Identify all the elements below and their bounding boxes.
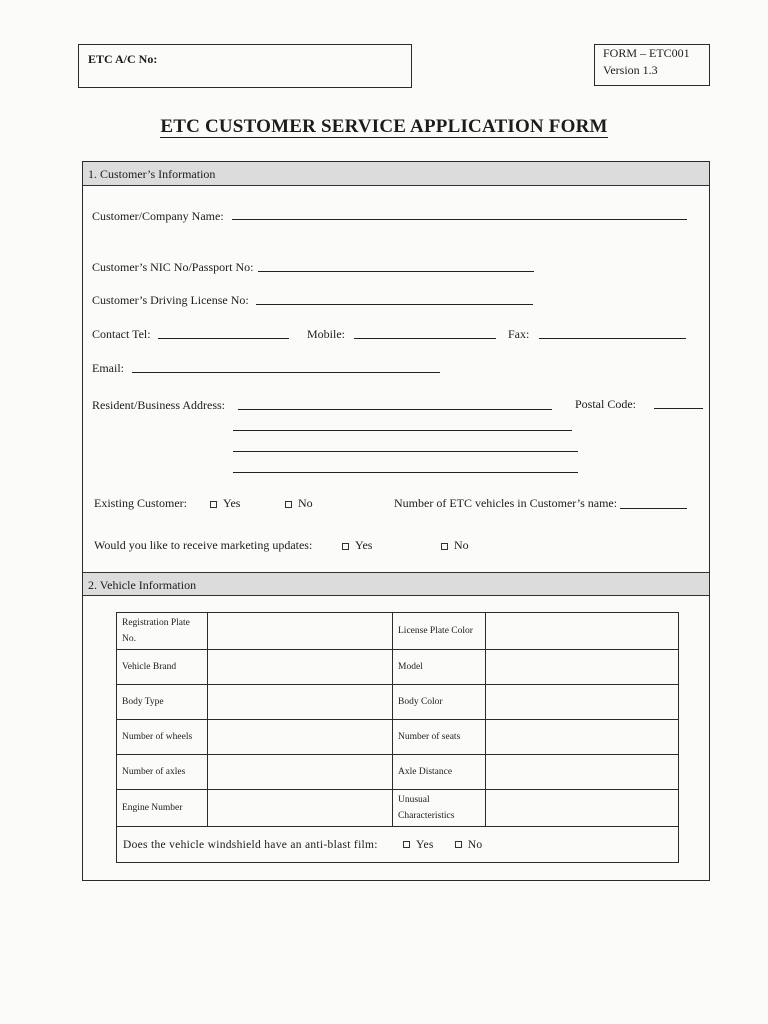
table-label: Model [393, 650, 486, 685]
license-plate-color-field[interactable] [486, 613, 679, 650]
existing-customer-label: Existing Customer: [94, 496, 187, 510]
checkbox-icon[interactable] [403, 841, 410, 848]
wheels-field[interactable] [208, 720, 393, 755]
engine-number-field[interactable] [208, 790, 393, 827]
table-label: Number of axles [117, 755, 208, 790]
table-label: Vehicle Brand [117, 650, 208, 685]
marketing-no-label: No [454, 538, 469, 552]
form-title-wrap [0, 116, 768, 138]
fax-label: Fax: [508, 327, 530, 341]
windshield-no-option[interactable] [455, 837, 483, 853]
table-row [117, 685, 679, 720]
nic-label: Customer’s NIC No/Passport No: [92, 260, 254, 274]
seats-field[interactable] [486, 720, 679, 755]
customer-info-heading: 1. Customer’s Information [83, 162, 709, 186]
vehicles-count-label: Number of ETC vehicles in Customer’s name: [394, 496, 618, 510]
postal-code-field[interactable] [654, 408, 703, 409]
address-field-line-2[interactable] [233, 430, 572, 431]
table-label: Number of seats [393, 720, 486, 755]
account-number-label: ETC A/C No: [88, 52, 158, 66]
account-number-box [78, 44, 412, 88]
form-title: ETC CUSTOMER SERVICE APPLICATION FORM [160, 116, 608, 137]
vehicle-info-table [116, 612, 679, 863]
postal-code-label: Postal Code: [575, 397, 637, 411]
address-field-line-4[interactable] [233, 472, 578, 473]
body-color-field[interactable] [486, 685, 679, 720]
existing-yes-label: Yes [223, 496, 241, 510]
checkbox-icon[interactable] [342, 543, 349, 550]
table-row [117, 720, 679, 755]
table-row [117, 827, 679, 863]
table-label: License Plate Color [393, 613, 486, 650]
marketing-yes-option[interactable] [342, 538, 372, 553]
table-label: Registration Plate No. [117, 613, 208, 650]
table-label: Unusual Characteristics [393, 790, 486, 827]
unusual-characteristics-field[interactable] [486, 790, 679, 827]
company-name-label: Customer/Company Name: [92, 209, 224, 223]
windshield-no-label: No [467, 838, 483, 851]
marketing-no-option[interactable] [441, 538, 469, 553]
vehicle-brand-field[interactable] [208, 650, 393, 685]
marketing-label: Would you like to receive marketing updates: [94, 538, 313, 552]
form-version: Version 1.3 [603, 63, 658, 77]
checkbox-icon[interactable] [285, 501, 292, 508]
email-field[interactable] [132, 372, 440, 373]
address-field-line-3[interactable] [233, 451, 578, 452]
contact-tel-field[interactable] [158, 338, 289, 339]
existing-no-label: No [298, 496, 313, 510]
table-row [117, 613, 679, 650]
table-label: Number of wheels [117, 720, 208, 755]
fax-field[interactable] [539, 338, 686, 339]
windshield-question-cell [117, 827, 679, 863]
mobile-field[interactable] [354, 338, 496, 339]
table-row [117, 650, 679, 685]
form-id-box [594, 44, 710, 86]
company-name-field[interactable] [232, 219, 687, 220]
license-label: Customer’s Driving License No: [92, 293, 249, 307]
email-label: Email: [92, 361, 124, 375]
contact-tel-label: Contact Tel: [92, 327, 151, 341]
windshield-yes-label: Yes [416, 838, 434, 851]
existing-yes-option[interactable] [210, 496, 240, 511]
marketing-yes-label: Yes [355, 538, 373, 552]
table-label: Body Type [117, 685, 208, 720]
windshield-question: Does the vehicle windshield have an anti-blast film: [123, 838, 378, 851]
vehicle-info-heading: 2. Vehicle Information [83, 572, 709, 596]
checkbox-icon[interactable] [455, 841, 462, 848]
checkbox-icon[interactable] [210, 501, 217, 508]
vehicles-count-field[interactable] [620, 508, 687, 509]
mobile-label: Mobile: [307, 327, 345, 341]
table-row [117, 755, 679, 790]
axles-field[interactable] [208, 755, 393, 790]
table-row [117, 790, 679, 827]
windshield-yes-option[interactable] [403, 837, 434, 853]
license-field[interactable] [256, 304, 533, 305]
body-type-field[interactable] [208, 685, 393, 720]
existing-no-option[interactable] [285, 496, 313, 511]
address-field-line-1[interactable] [238, 409, 552, 410]
table-label: Engine Number [117, 790, 208, 827]
form-code: FORM – ETC001 [603, 46, 690, 60]
table-label: Body Color [393, 685, 486, 720]
table-label: Axle Distance [393, 755, 486, 790]
model-field[interactable] [486, 650, 679, 685]
address-label: Resident/Business Address: [92, 398, 226, 412]
axle-distance-field[interactable] [486, 755, 679, 790]
checkbox-icon[interactable] [441, 543, 448, 550]
nic-field[interactable] [258, 271, 534, 272]
registration-plate-field[interactable] [208, 613, 393, 650]
